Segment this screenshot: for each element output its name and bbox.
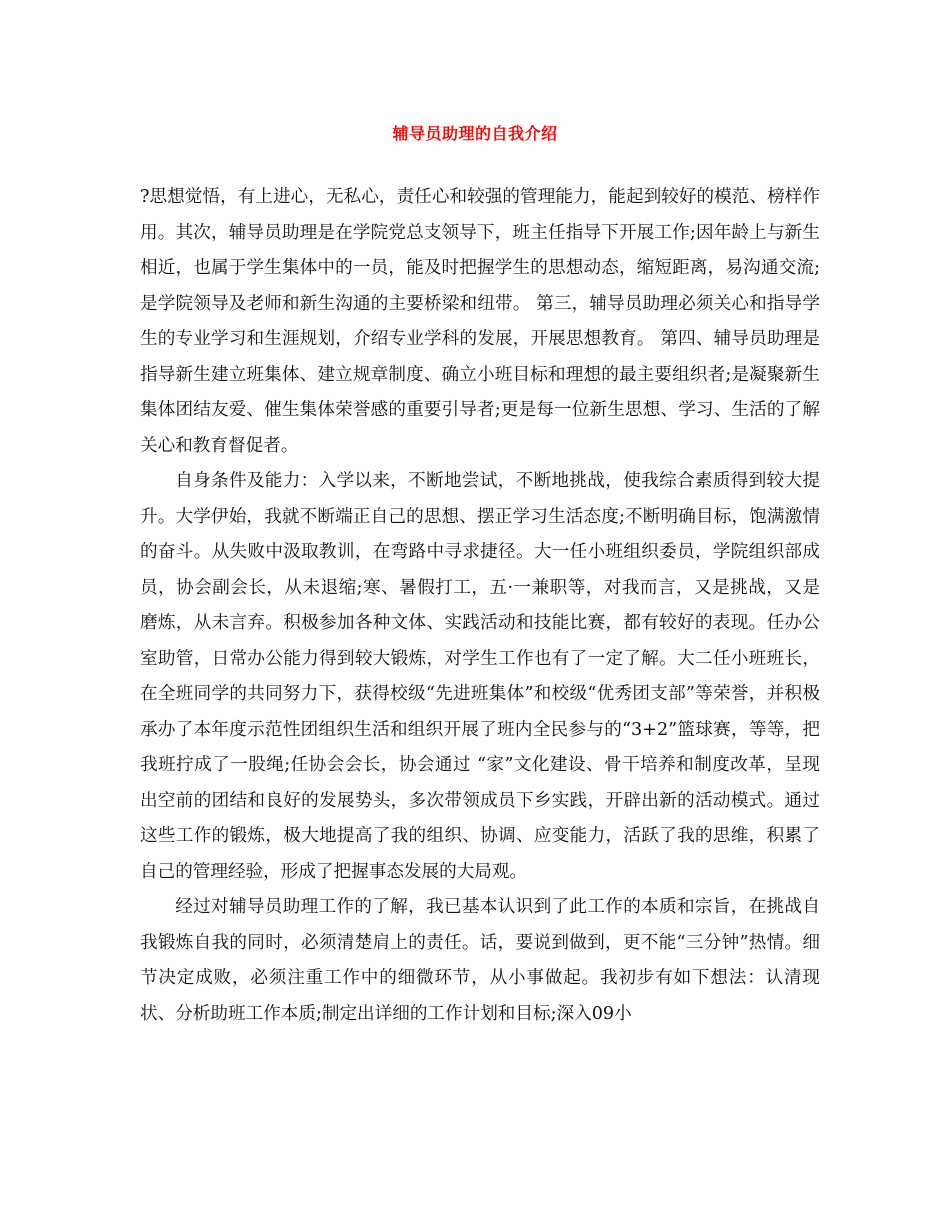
document-body [140, 180, 820, 1032]
paragraph-2: 自身条件及能力：入学以来，不断地尝试，不断地挑战，使我综合素质得到较大提升。大学伊始，我就不断端正自己的思想、摆正学习生活态度;不断明确目标，饱满激情的奋斗。从失败中汲取教训，在弯路中寻求捷径。大一任小班组织委员，学院组织部成员，协会副会长，从未退缩;寒、暑假打工，五·一兼职等，对我而言，又是挑战，又是磨炼，从未言弃。积极参加各种文体、实践活动和技能比赛，都有较好的表现。任办公室助管，日常办公能力得到较大锻炼，对学生工作也有了一定了解。大二任小班班长，在全班同学的共同努力下，获得校级“先进班集体”和校级“优秀团支部”等荣誉，并积极承办了本年度示范性团组织生活和组织开展了班内全民参与的“3+2”篮球赛，等等，把我班拧成了一股绳;任协会会长，协会通过 “家”文化建设、骨干培养和制度改革，呈现出空前的团结和良好的发展势头，多次带领成员下乡实践，开辟出新的活动模式。通过这些工作的锻炼，极大地提高了我的组织、协调、应变能力，活跃了我的思维，积累了自己的管理经验，形成了把握事态发展的大局观。 [140, 471, 820, 882]
paragraph-3: 经过对辅导员助理工作的了解，我已基本认识到了此工作的本质和宗旨，在挑战自我锻炼自我的同时，必须清楚肩上的责任。话，要说到做到，更不能“三分钟”热情。细节决定成败，必须注重工作中的细微环节，从小事做起。我初步有如下想法：认清现状、分析助班工作本质;制定出详细的工作计划和目标;深入09小 [140, 897, 820, 1024]
document-title: 辅导员助理的自我介绍 [392, 124, 558, 143]
paragraph-1: ?思想觉悟，有上进心，无私心，责任心和较强的管理能力，能起到较好的模范、榜样作用。其次，辅导员助理是在学院党总支领导下，班主任指导下开展工作;因年龄上与新生相近，也属于学生集体中的一员，能及时把握学生的思想动态，缩短距离，易沟通交流;是学院领导及老师和新生沟通的主要桥梁和纽带。 第三，辅导员助理必须关心和指导学生的专业学习和生涯规划，介绍专业学科的发展，开展思想教育。 第四、辅导员助理是指导新生建立班集体、建立规章制度、确立小班目标和理想的最主要组织者;是凝聚新生集体团结友爱、催生集体荣誉感的重要引导者;更是每一位新生思想、学习、生活的了解关心和教育督促者。 [140, 187, 820, 456]
